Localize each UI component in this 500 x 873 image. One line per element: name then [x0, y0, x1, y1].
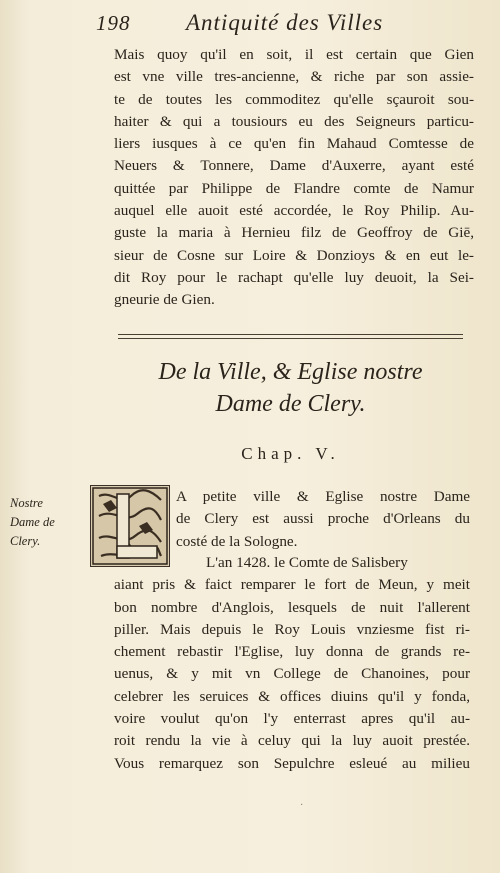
- paragraph-clery-body: [114, 552, 470, 775]
- running-title: Antiquité des Villes: [186, 10, 384, 35]
- margin-note: [10, 494, 70, 551]
- text-line: liers iusques à ce qu'en fin Mahaud Comtesse de: [114, 135, 474, 153]
- text-line: dit Roy pour le rachapt qu'elle luy deuoit, la Sei-: [114, 268, 474, 286]
- paper-speck-icon: ·: [300, 800, 304, 811]
- paragraph-clery-intro: [176, 486, 470, 553]
- chapter-title-line: De la Ville, & Eglise nostre: [158, 359, 423, 385]
- text-line: uenus, & y mit vn College de Chanoines, pour: [114, 665, 470, 683]
- text-line: Vous remarquez son Sepulchre esleué au milieu: [114, 754, 470, 772]
- margin-note-line: Dame de: [10, 515, 55, 529]
- text-line: Neuers & Tonnere, Dame d'Auxerre, ayant esté: [114, 157, 474, 175]
- chapter-title: [118, 356, 463, 420]
- page-header: [96, 10, 486, 42]
- text-line: auquel elle auoit esté accordée, le Roy Philip. Au-: [114, 202, 474, 220]
- text-line: costé de la Sologne.: [176, 532, 298, 550]
- page-number: 198: [96, 11, 131, 35]
- margin-note-line: Nostre: [10, 496, 43, 510]
- section-divider: [118, 334, 463, 339]
- text-line: piller. Mais depuis le Roy Louis vnziesme fist ri-: [114, 620, 470, 638]
- text-line: guste la maria à Hernieu filz de Geoffroy de Giē,: [114, 224, 474, 242]
- text-line: aiant pris & faict remparer le fort de Meun, y meit: [114, 576, 470, 594]
- paragraph-gien: [114, 44, 474, 312]
- text-line: A petite ville & Eglise nostre Dame: [176, 488, 470, 505]
- text-line: te de toutes les commoditez qu'elle sçauroit sou-: [114, 90, 474, 108]
- text-line: haiter & qui a tousiours eu des Seigneurs particu-: [114, 112, 474, 130]
- text-line: L'an 1428. le Comte de Salisbery: [206, 554, 408, 571]
- text-line: de Clery est aussi proche d'Orleans du: [176, 510, 470, 528]
- text-line: est vne ville tres-ancienne, & riche par son assie-: [114, 68, 474, 86]
- text-line: bon nombre d'Anglois, lesquels de nuit l'allerent: [114, 598, 470, 616]
- chapter-title-line: Dame de Clery.: [215, 391, 366, 417]
- chapter-label: Chap. V.: [241, 444, 340, 463]
- text-line: celebrer les seruices & offices diuins qu'il y fonda,: [114, 687, 470, 705]
- text-line: chement rebastir l'Eglise, luy donna de grands re-: [114, 643, 470, 661]
- text-line: quittée par Philippe de Flandre comte de Namur: [114, 179, 474, 197]
- text-line: voire voulut qu'on l'y enterrast apres qu'il au-: [114, 710, 470, 728]
- text-line: roit rendu la vie à celuy qui la luy auoit prestée.: [114, 732, 470, 750]
- margin-note-line: Clery.: [10, 534, 41, 548]
- text-line: Mais quoy qu'il en soit, il est certain que Gien: [114, 46, 474, 63]
- text-line: sieur de Cosne sur Loire & Donzioys & en eut le-: [114, 246, 474, 264]
- text-line: gneurie de Gien.: [114, 291, 215, 309]
